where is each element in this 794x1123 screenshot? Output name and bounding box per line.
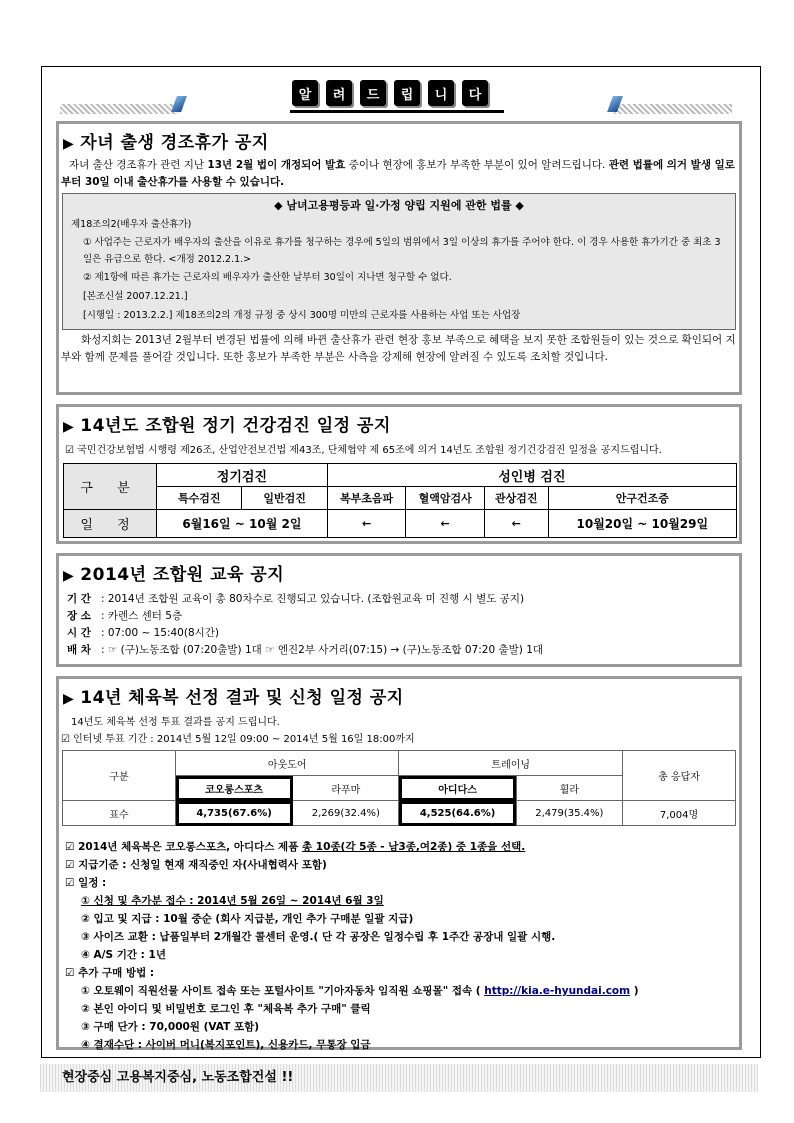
list-item: ④ A/S 기간 : 1년 [81,949,166,961]
vote-cell: 7,004명 [623,801,736,826]
header-cell: 구분 [63,751,176,801]
b4-1-end: ) [630,985,639,997]
intro-text: 14년도 체육복 선정 투표 결과를 공지 드립니다. [71,717,280,728]
title-char: 려 [326,80,352,106]
header-cell: 안구건조증 [548,487,736,510]
list-item [59,591,739,608]
closing-paragraph: 화성지회는 2013년 2월부터 변경된 법률에 의해 바뀐 출산휴가 관련 현장 홍보 부족으로 혜택을 보지 못한 조합원들이 있는 것으로 확인되어 지부와 함께 문제를 풀어갈 것입니다. 또한 홍보가 부족한 부분은 사측을 강제해 현장에 알려질 수 있도록 조치할 것입니다. [61,334,736,363]
vote-cell: 2,479(35.4%) [516,801,622,826]
table-cell: ← [484,510,548,538]
list-item: ③ 구매 단가 : 70,000원 (VAT 포함) [81,1021,260,1033]
section-childbirth-leave [56,121,742,395]
row-label: 일 정 [64,510,157,538]
line-value: : ☞ (구)노동조합 (07:20출발) 1대 ☞ 엔진2부 사거리(07:15) → (구)노동조합 07:20 출발) 1대 [101,644,544,656]
section-uniform [56,676,742,1050]
b4-1: ① 오토웨이 직원선물 사이트 접속 또는 포털사이트 "기아자동차 임직원 쇼핑몰" 접속 ( [81,985,485,997]
b3-1: ① 신청 및 추가분 접수 : 2014년 5월 26일 ~ 2014년 6월 3일 [81,895,384,907]
header-cell: 혈액암검사 [406,487,485,510]
header-cell: 성인병 검진 [327,464,736,487]
section-health-check [56,404,742,544]
table-cell: ← [327,510,406,538]
line-key: 배 차 [67,644,91,656]
p1-c: 중이나 현장에 홍보가 부족한 부분이 있어 알려드립니다. [345,159,609,171]
section-title [59,407,739,436]
triangle-icon: ▶ [63,568,75,584]
list-item [59,892,739,910]
education-lines [59,591,739,659]
table-cell: 10월20일 ~ 10월29일 [548,510,736,538]
list-item [59,838,739,856]
list-item [59,625,739,642]
list-item: ☑ 추가 구매 방법 : [65,967,155,979]
triangle-icon: ▶ [63,136,75,152]
vote-table [62,750,736,826]
law-line: ① 사업주는 근로자가 배우자의 출산을 이유로 휴가를 청구하는 경우에 5일의 범위에서 3일 이상의 휴가를 주어야 한다. 이 경우 사용한 휴가기간 중 최초 3일은 유급으로 한다. <개정 2012.2.1.> [83,237,721,265]
brand-cell: 라푸마 [293,776,399,801]
header-cell: 구 분 [64,464,157,510]
brand-cell: 휠라 [516,776,622,801]
section-title-text: 14년 체육복 선정 결과 및 신청 일정 공지 [80,688,404,708]
list-item [59,608,739,625]
vote-cell: 4,525(64.6%) [399,801,516,826]
triangle-icon: ▶ [63,691,75,707]
law-line: [본조신설 2007.12.21.] [83,291,188,302]
section-title-text: 자녀 출생 경조휴가 공지 [80,133,269,153]
page-title [292,80,488,106]
law-line: ② 제1항에 따른 휴가는 근로자의 배우자가 출산한 날부터 30일이 지나면 청구할 수 없다. [83,272,452,283]
list-item [59,982,739,1000]
section-education [56,553,742,667]
triangle-icon: ▶ [63,419,75,435]
notice-text: ☑ 국민건강보험법 시행령 제26조, 산업안전보건법 제43조, 단체협약 제 65조에 의거 14년도 조합원 정기건강검진 일정을 공지드립니다. [65,445,662,456]
banner-stripe-left [60,104,178,114]
b1-b: 총 10종(각 5종 - 남3종,여2종) 중 1종을 선택. [302,841,526,853]
header-cell: 트레이닝 [399,751,623,776]
shop-link[interactable]: http://kia.e-hyundai.com [484,985,631,997]
list-item: ☑ 지급기준 : 신청일 현재 재직중인 자(사내협력사 포함) [65,859,327,871]
vote-cell: 4,735(67.6%) [176,801,293,826]
schedule-table [63,463,737,538]
row-label: 표수 [63,801,176,826]
header-cell: 일반검진 [242,487,327,510]
law-box [62,193,736,330]
line-key: 시 간 [67,627,91,639]
table-cell: 6월16일 ~ 10월 2일 [157,510,328,538]
banner-stripe-right [614,104,732,114]
title-char: 니 [428,80,454,106]
uniform-details [59,838,739,1054]
header-cell: 복부초음파 [327,487,406,510]
list-item [59,642,739,659]
title-char: 다 [462,80,488,106]
p1-a: 자녀 출산 경조휴가 관련 지난 [69,159,208,171]
header-cell: 특수검진 [157,487,242,510]
vote-period: ☑ 인터넷 투표 기간 : 2014년 5월 12일 09:00 ~ 2014년 5월 16일 18:00까지 [61,734,415,745]
list-item: ④ 결재수단 : 사이버 머니(복지포인트), 신용카드, 무통장 입금 [81,1039,371,1051]
b1-a: ☑ 2014년 체육복은 코오롱스포츠, 아디다스 제품 [65,841,302,853]
header-cell: 관상검진 [484,487,548,510]
title-char: 립 [394,80,420,106]
list-item: ☑ 일정 : [65,877,107,889]
section-title [59,556,739,585]
list-item: ③ 사이즈 교환 : 납품일부터 2개월간 콜센터 운영.( 단 각 공장은 일정수립 후 1주간 공장내 일괄 시행. [81,931,556,943]
footer-slogan: 현장중심 고용복지중심, 노동조합건설 !! [40,1064,758,1092]
intro-paragraph [59,157,739,191]
header-cell: 정기검진 [157,464,328,487]
p1-d: 관련 법률에 의거 발생 일로부터 30일 이내 출산휴가를 사용할 수 있습니다. [61,159,735,188]
line-key: 기 간 [67,593,91,605]
title-underline [290,110,504,113]
section-title-text: 14년도 조합원 정기 건강검진 일정 공지 [80,416,391,436]
law-title: ◆ 남녀고용평등과 일·가정 양립 지원에 관한 법률 ◆ [274,199,524,212]
list-item: ② 본인 아이디 및 비밀번호 로그인 후 "체육복 추가 구매" 클릭 [81,1003,371,1015]
line-value: : 07:00 ~ 15:40(8시간) [101,627,220,639]
brand-cell: 코오롱스포츠 [176,776,293,801]
header-cell: 총 응답자 [623,751,736,801]
law-line: [시행일 : 2013.2.2.] 제18조의2의 개정 규정 중 상시 300명 미만의 근로자를 사용하는 사업 또는 사업장 [83,310,521,321]
table-cell: ← [406,510,485,538]
law-line: 제18조의2(배우자 출산휴가) [71,219,192,230]
section-title [59,679,739,708]
line-value: : 2014년 조합원 교육이 총 80차수로 진행되고 있습니다. (조합원교육 미 진행 시 별도 공지) [101,593,525,605]
list-item: ② 입고 및 지급 : 10월 중순 (회사 지급분, 개인 추가 구매분 일괄 지급) [81,913,414,925]
line-value: : 카렌스 센터 5층 [101,610,183,622]
line-key: 장 소 [67,610,91,622]
title-char: 드 [360,80,386,106]
section-title [59,124,739,153]
brand-cell: 아디다스 [399,776,516,801]
title-char: 알 [292,80,318,106]
p1-b: 13년 2월 법이 개정되어 발효 [207,159,346,171]
vote-cell: 2,269(32.4%) [293,801,399,826]
section-title-text: 2014년 조합원 교육 공지 [80,565,285,585]
header-cell: 아웃도어 [176,751,399,776]
